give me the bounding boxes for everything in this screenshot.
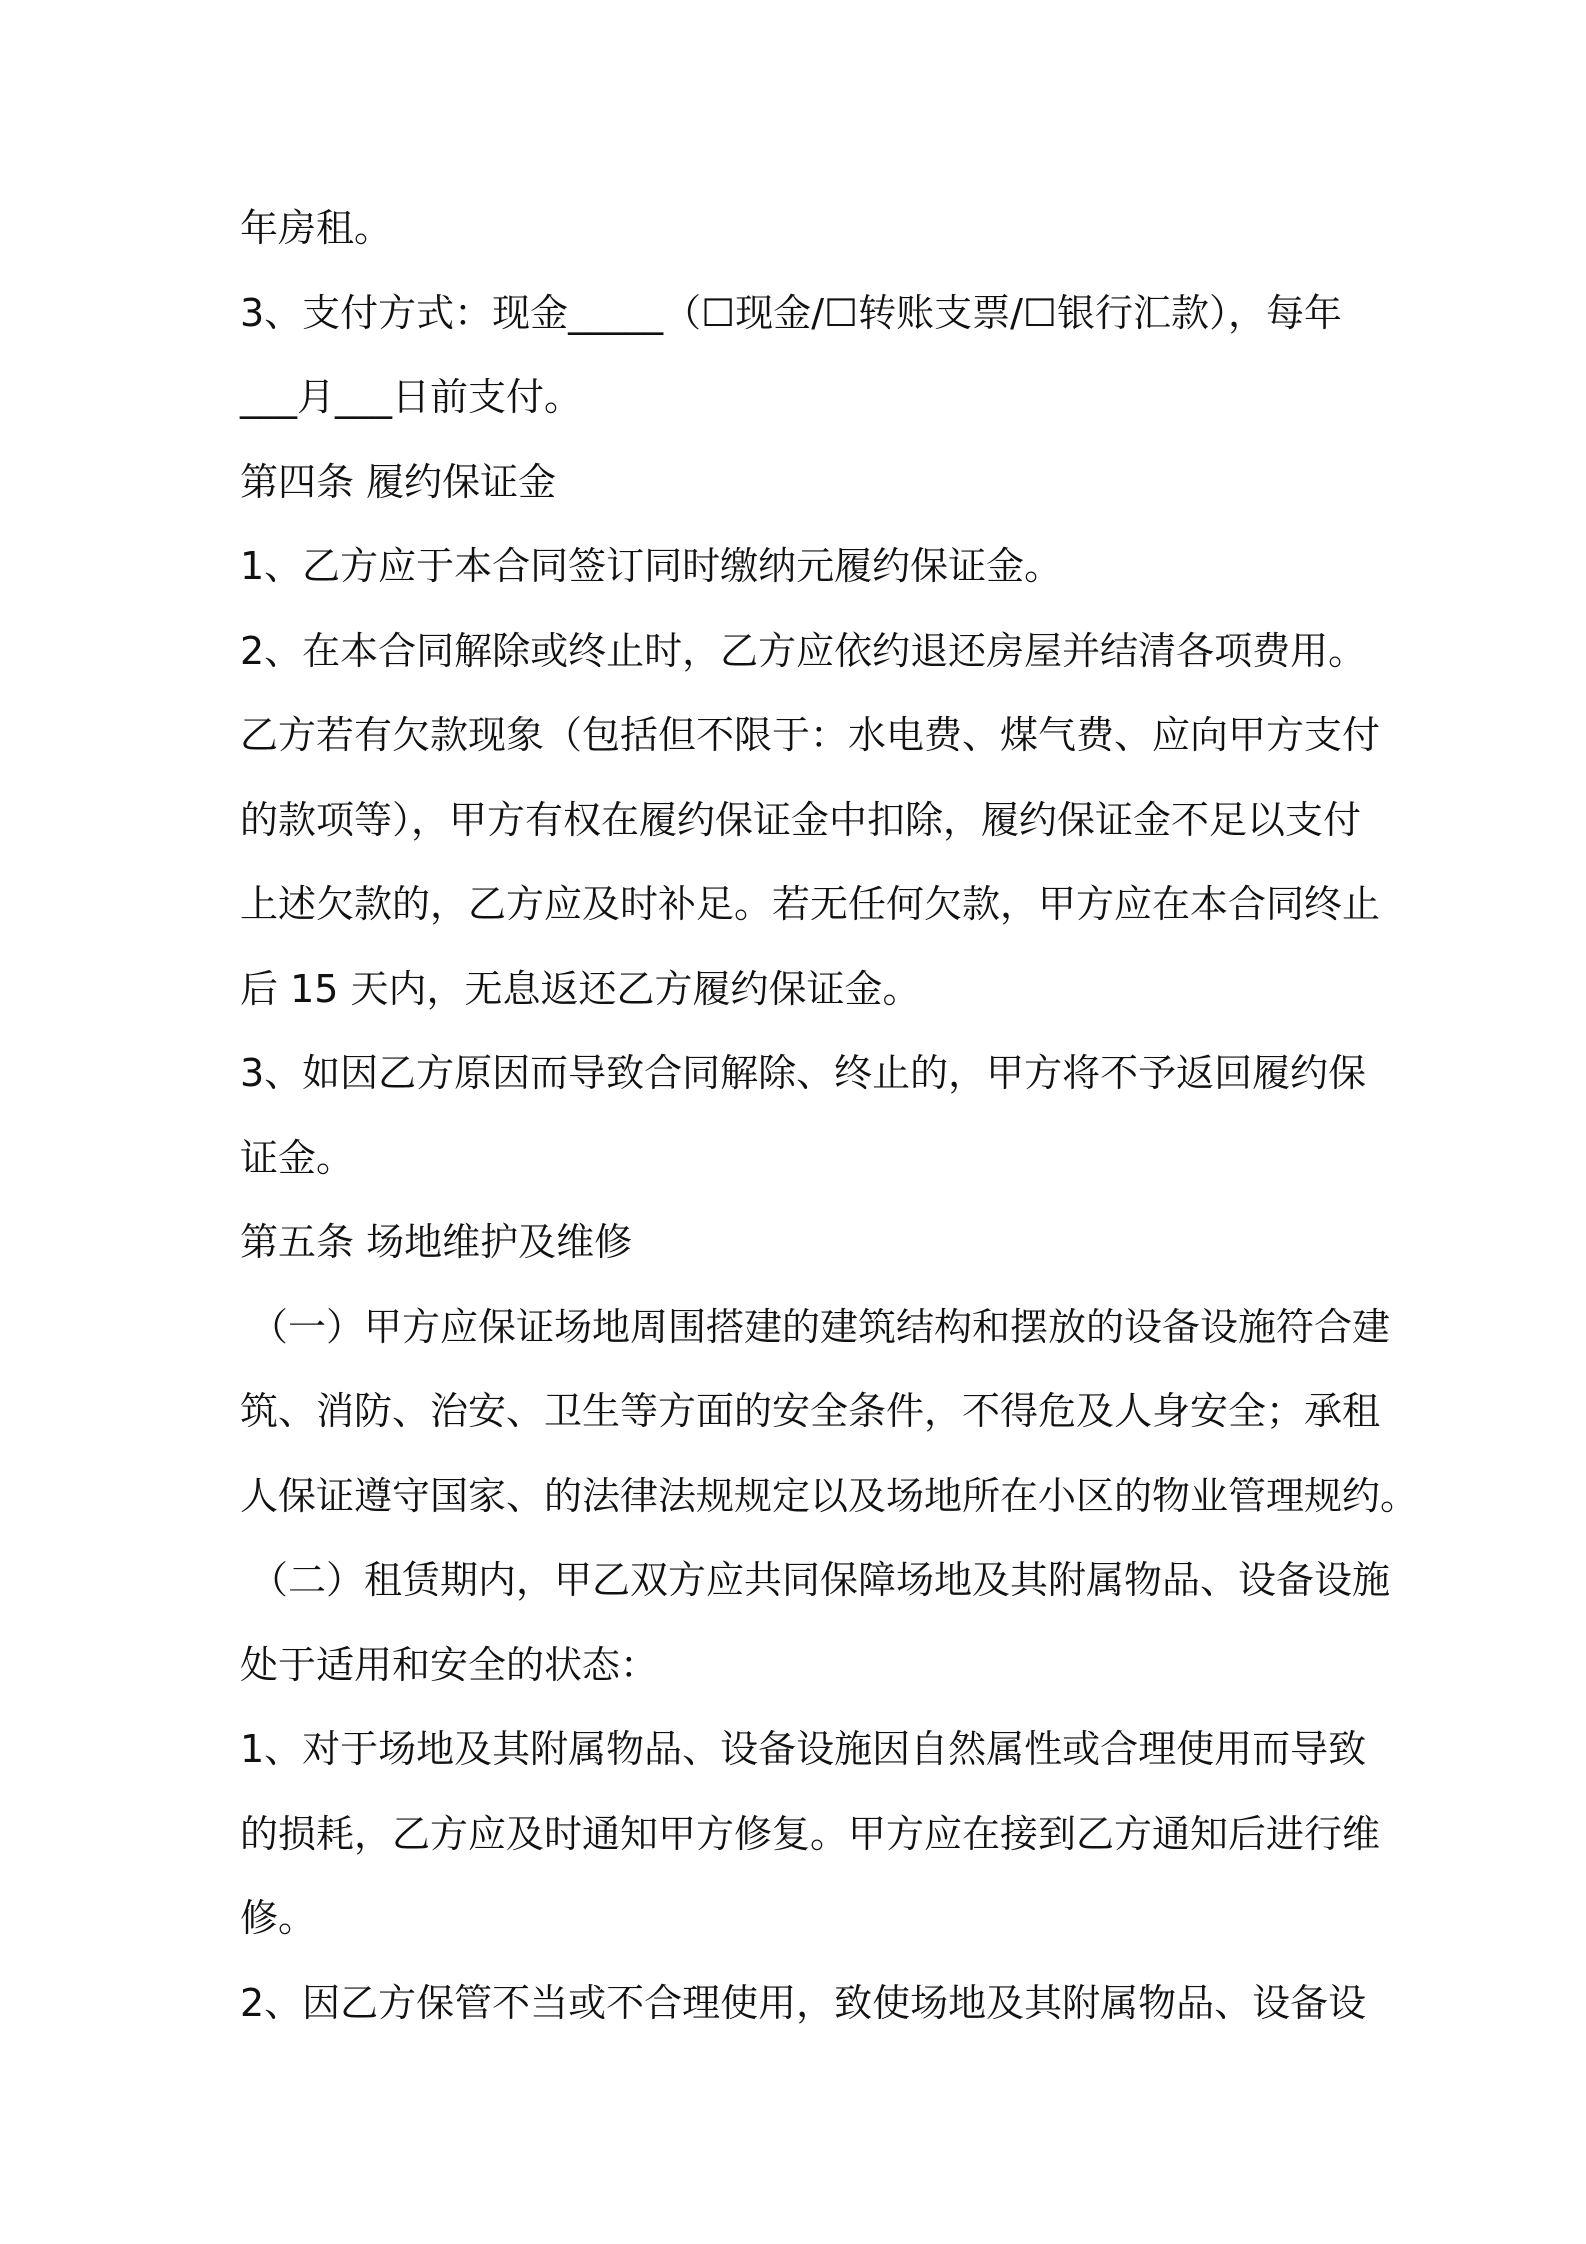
text-line: 证金。 — [240, 1135, 355, 1180]
text-line: ___月___日前支付。 — [240, 375, 583, 419]
text-line: 2、因乙方保管不当或不合理使用，致使场地及其附属物品、设备设 — [240, 1980, 1367, 2025]
text-line: 上述欠款的，乙方应及时补足。若无任何欠款，甲方应在本合同终止 — [240, 882, 1381, 926]
section-heading: 第四条 履约保证金 — [240, 459, 557, 504]
text-line: （二）租赁期内，甲乙双方应共同保障场地及其附属物品、设备设施 — [250, 1558, 1391, 1602]
text-line: 人保证遵守国家、的法律法规规定以及场地所在小区的物业管理规约。 — [240, 1473, 1419, 1518]
text-line: 的款项等），甲方有权在履约保证金中扣除，履约保证金不足以支付 — [240, 797, 1362, 842]
text-line: 后 15 天内，无息返还乙方履约保证金。 — [240, 966, 921, 1011]
text-line: 年房租。 — [240, 206, 393, 250]
text-line: 1、乙方应于本合同签订同时缴纳元履约保证金。 — [240, 544, 1063, 588]
document-body — [240, 196, 1419, 2055]
section-heading: 第五条 场地维护及维修 — [240, 1220, 633, 1264]
text-line: 2、在本合同解除或终止时，乙方应依约退还房屋并结清各项费用。 — [240, 628, 1367, 673]
text-line: 修。 — [240, 1896, 317, 1940]
text-line: 乙方若有欠款现象（包括但不限于：水电费、煤气费、应向甲方支付 — [240, 713, 1381, 757]
text-line: 3、如因乙方原因而导致合同解除、终止的，甲方将不予返回履约保 — [240, 1051, 1367, 1095]
text-line: 处于适用和安全的状态： — [240, 1642, 659, 1687]
text-line: （一）甲方应保证场地周围搭建的建筑结构和摆放的设备设施符合建 — [250, 1304, 1391, 1349]
text-line: 1、对于场地及其附属物品、设备设施因自然属性或合理使用而导致 — [240, 1727, 1367, 1771]
text-line: 3、支付方式：现金_____（☐现金/☐转账支票/☐银行汇款），每年 — [240, 290, 1342, 335]
text-line: 的损耗，乙方应及时通知甲方修复。甲方应在接到乙方通知后进行维 — [240, 1811, 1381, 1856]
text-line: 筑、消防、治安、卫生等方面的安全条件，不得危及人身安全；承租 — [240, 1389, 1381, 1433]
